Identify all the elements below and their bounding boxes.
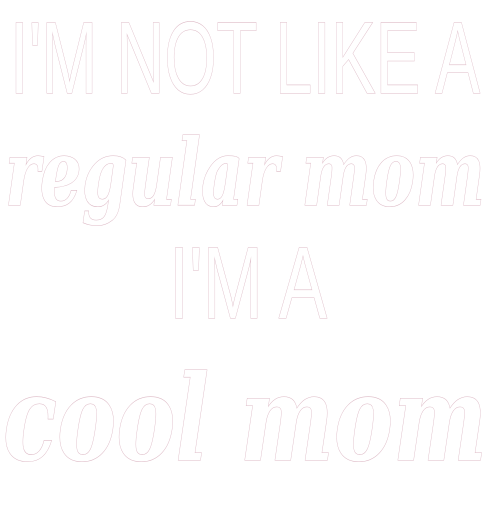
line-cool-mom: cool mom [3, 349, 487, 488]
line-im-not-like-a: I'M NOT LIKE A [10, 1, 480, 115]
line-im-a: I'M A [169, 226, 327, 340]
line-regular-mom: regular mom [5, 119, 485, 227]
